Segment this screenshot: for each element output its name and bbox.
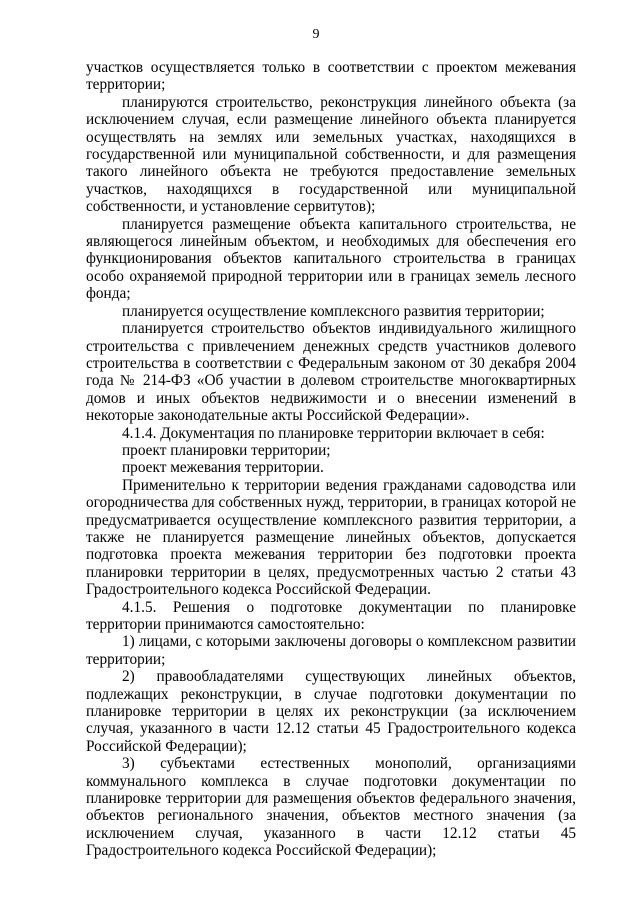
paragraph-2: планируются строительство, реконструкция линейного объекта (за исключением случая, если размещение линейного объекта планируется осуществлять на землях или земельных участках, находящихся в государственной или муниципальной собственности, и для размещения такого линейного объекта не требуются предоставление земельных участков, находящихся в государственной или муниципальной собственности, и установление сервитутов);: [86, 93, 576, 216]
paragraph-1: участков осуществляется только в соответствии с проектом межевания территории;: [86, 59, 576, 94]
paragraph-8: проект межевания территории.: [122, 459, 324, 477]
paragraph-6: 4.1.4. Документация по планировке территории включает в себя:: [122, 424, 545, 442]
paragraph-7: проект планировки территории;: [122, 441, 331, 459]
paragraph-12: 2) правообладателями существующих линейных объектов, подлежащих реконструкции, в случае подготовки документации по планировке территории в целях их реконструкции (за исключением случая, указанного в части 12.12 статьи 45 Градостроительного кодекса Российской Федерации);: [86, 668, 576, 755]
paragraph-9: Применительно к территории ведения гражданами садоводства или огородничества для собственных нужд, территории, в границах которой не предусматривается осуществление комплексного развития территории, а также не планируется размещение линейных объектов, допускается подготовка проекта межевания территории без подготовки проекта планировки территории в целях, предусмотренных частью 2 статьи 43 Градостроительного кодекса Российской Федерации.: [86, 476, 576, 599]
document-body: [86, 59, 576, 860]
paragraph-5: планируется строительство объектов индивидуального жилищного строительства с привлечением денежных средств участников долевого строительства в соответствии с Федеральным законом от 30 декабря 2004 года № 214-ФЗ «Об участии в долевом строительстве многоквартирных домов и иных объектов недвижимости и о внесении изменений в некоторые законодательные акты Российской Федерации».: [86, 320, 576, 425]
paragraph-13: 3) субъектами естественных монополий, организациями коммунального комплекса в случае подготовки документации по планировке территории для размещения объектов федерального значения, объектов регионального значения, объектов местного значения (за исключением случая, указанного в части 12.12 статьи 45 Градостроительного кодекса Российской Федерации);: [86, 755, 576, 860]
page-number: 9: [312, 27, 320, 42]
paragraph-11: 1) лицами, с которыми заключены договоры о комплексном развитии территории;: [86, 633, 576, 668]
paragraph-4: планируется осуществление комплексного развития территории;: [122, 302, 545, 320]
paragraph-10: 4.1.5. Решения о подготовке документации по планировке территории принимаются самостоятельно:: [86, 598, 576, 633]
paragraph-3: планируется размещение объекта капитального строительства, не являющегося линейным объектом, и необходимых для обеспечения его функционирования объектов капитального строительства в границах особо охраняемой природной территории или в границах земель лесного фонда;: [86, 215, 576, 303]
